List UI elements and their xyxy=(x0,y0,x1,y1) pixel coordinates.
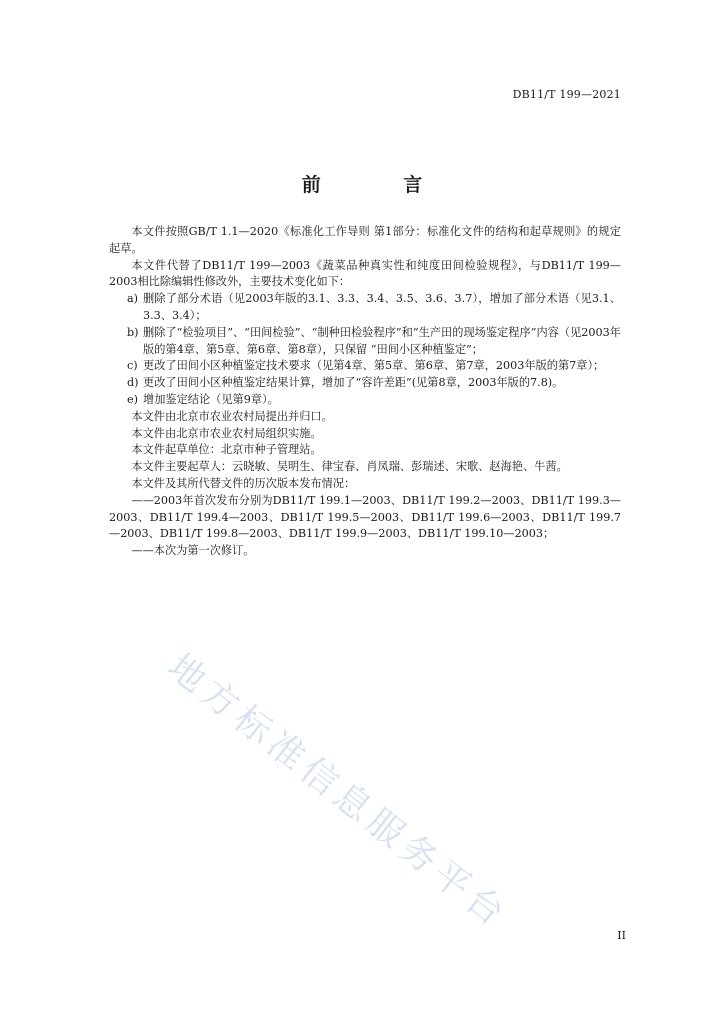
foreword-body xyxy=(109,224,621,560)
change-item-label: e) xyxy=(127,392,138,406)
standard-code-header: DB11/T 199—2021 xyxy=(512,88,621,101)
change-item-text: 删除了部分术语（见2003年版的3.1、3.3、3.4、3.5、3.6、3.7），增加了部分术语（见3.1、3.3、3.4）； xyxy=(143,292,621,322)
change-item xyxy=(109,392,621,409)
history-item: ——本次为第一次修订。 xyxy=(131,544,255,558)
change-item xyxy=(109,358,621,375)
page-number: II xyxy=(617,929,626,942)
change-item-text: 更改了田间小区种植鉴定技术要求（见第4章、第5章、第6章、第7章，2003年版的第7章）； xyxy=(143,359,605,373)
change-item-label: a) xyxy=(127,292,139,306)
change-item-label: b) xyxy=(127,325,139,339)
history-item: ——2003年首次发布分别为DB11/T 199.1—2003、DB11/T 199.2—2003、DB11/T 199.3—2003、DB11/T 199.4—2003、DB11/T 199.5—2003、DB11/T 199.6—2003、DB11/T 199.7—2003、DB11/T 199.8—2003、DB11/T 199.9—2003、DB11/T 199.10—2003； xyxy=(109,493,621,541)
watermark-text: 地方标准信息服务平台 xyxy=(159,646,517,938)
page-title: 前 言 xyxy=(301,174,461,196)
change-item-text: 更改了田间小区种植鉴定结果计算，增加了“容许差距”(见第8章，2003年版的7.8)。 xyxy=(143,376,564,390)
change-item xyxy=(109,375,621,392)
change-item-text: 删除了“检验项目”、“田间检验”、“制种田检验程序”和“生产田的现场鉴定程序”内容（见2003年版的第4章、第5章、第6章、第8章），只保留 “田间小区种植鉴定”； xyxy=(143,325,621,356)
change-item-label: c) xyxy=(127,359,138,373)
info-drafting-unit: 本文件起草单位：北京市种子管理站。 xyxy=(131,443,322,457)
change-item-text: 增加鉴定结论（见第9章）。 xyxy=(143,392,279,406)
info-drafters: 本文件主要起草人：云晓敏、吴明生、律宝春、肖凤瑞、彭瑞述、宋歌、赵海艳、牛茜。 xyxy=(131,460,568,474)
info-history-heading: 本文件及其所代替文件的历次版本发布情况： xyxy=(131,476,356,490)
paragraph-drafting-rules: 本文件按照GB/T 1.1—2020《标准化工作导则 第1部分：标准化文件的结构和起草规则》的规定起草。 xyxy=(109,225,621,255)
change-item xyxy=(109,291,621,325)
change-item-label: d) xyxy=(127,376,139,390)
info-proposer: 本文件由北京市农业农村局提出并归口。 xyxy=(131,409,333,423)
paragraph-replacement: 本文件代替了DB11/T 199—2003《蔬菜品种真实性和纯度田间检验规程》，与DB11/T 199—2003相比除编辑性修改外，主要技术变化如下： xyxy=(109,258,621,289)
change-item xyxy=(109,325,621,359)
info-organizer: 本文件由北京市农业农村局组织实施。 xyxy=(131,426,322,440)
